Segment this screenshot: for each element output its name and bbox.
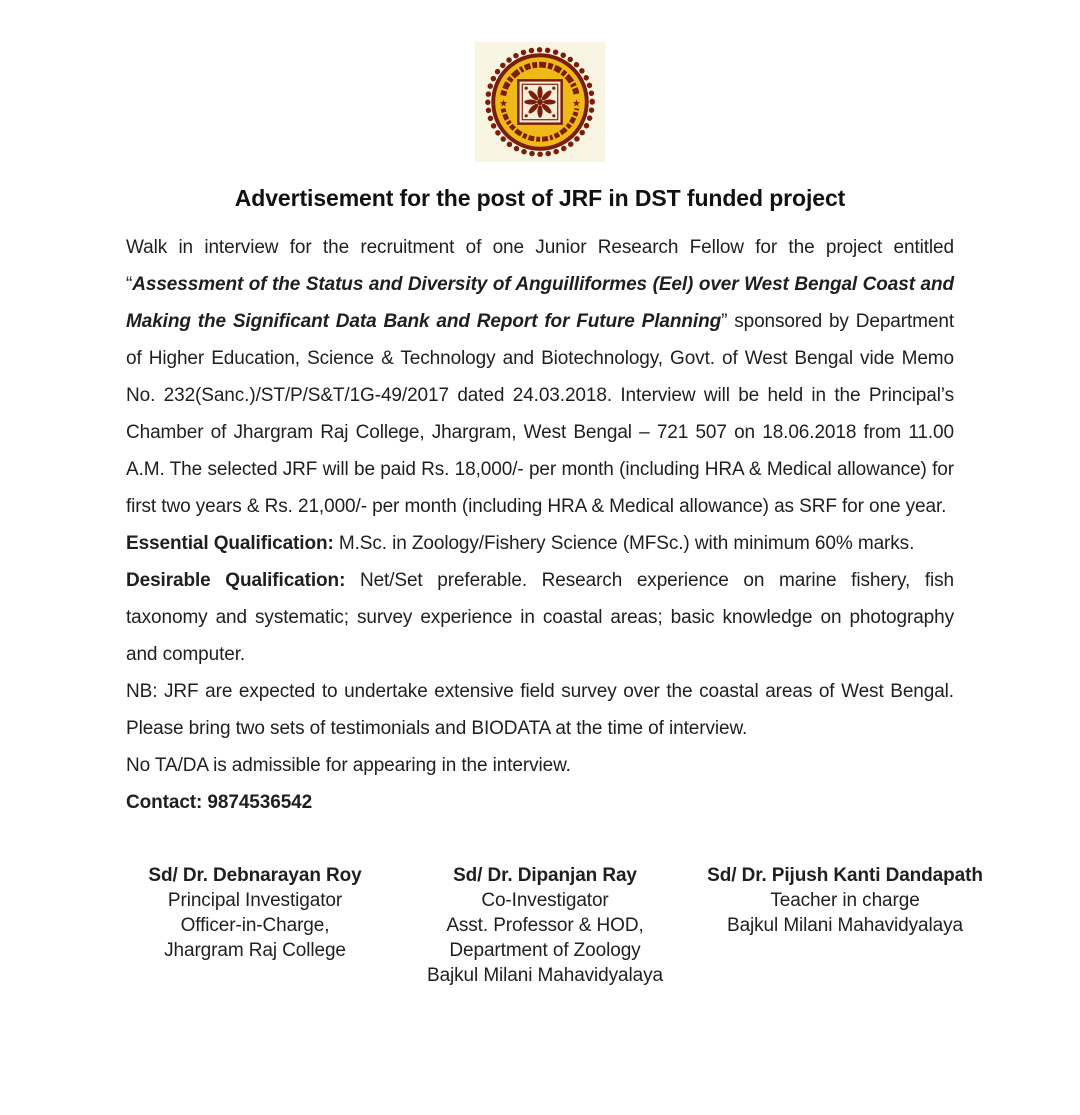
essential-qualification-label: Essential Qualification: [126,533,334,554]
contact-line: Contact: 9874536542 [126,792,313,813]
intro-paragraph [126,229,954,525]
signatory-role: Asst. Professor & HOD, [446,915,644,936]
desirable-qualification-text: Net/Set preferable. Research experience on marine fishery, fish taxonomy and systematic; survey experience in coastal areas; basic knowledge on photography and computer. [126,570,954,665]
intro-lead-text: Walk in interview for the recruitment of one Junior Research Fellow for the project entitled “ [126,237,954,295]
signatory-role: Teacher in charge [770,890,920,911]
advertisement-body [0,212,1080,821]
nb-note: NB: JRF are expected to undertake extensive field survey over the coastal areas of West Bengal. Please bring two sets of testimonials and BIODATA at the time of interview. [126,681,954,739]
essential-qualification-paragraph [126,525,954,562]
star-icon: ★ [499,98,508,110]
signatory-role: Principal Investigator [167,890,343,911]
signatory-name: Sd/ Dr. Debnarayan Roy [148,865,362,886]
desirable-qualification-paragraph [126,562,954,673]
signatory-name: Sd/ Dr. Dipanjan Ray [453,865,637,886]
signatory-role: Co-Investigator [481,890,609,911]
signatory-name: Sd/ Dr. Pijush Kanti Dandapath [707,865,983,886]
signature-block-co-investigator [410,863,680,988]
star-icon: ★ [572,98,581,110]
signatory-role: Officer-in-Charge, [180,915,330,936]
signature-block-teacher-in-charge [680,863,1010,988]
project-title-text: Assessment of the Status and Diversity of Anguilliformes (Eel) over West Bengal Coast and Making the Significant Data Bank and Report for Future Planning [126,274,954,332]
desirable-qualification-label: Desirable Qualification: [126,570,346,591]
signatory-institution: Bajkul Milani Mahavidyalaya [727,915,963,936]
tada-note: No TA/DA is admissible for appearing in the interview. [126,755,571,776]
intro-rest-text: ” sponsored by Department of Higher Education, Science & Technology and Biotechnology, Govt. of West Bengal vide Memo No. 232(Sanc.)/ST/P/S&T/1G-49/2017 dated 24.03.2018. Interview will be held in the Principal’s Chamber of Jhargram Raj College, Jhargram, West Bengal – 721 507 on 18.06.2018 from 11.00 A.M. The selected JRF will be paid Rs. 18,000/- per month (including HRA & Medical allowance) for first two years & Rs. 21,000/- per month (including HRA & Medical allowance) as SRF for one year. [126,311,954,517]
signature-block-principal-investigator [100,863,410,988]
college-seal-logo [475,41,605,163]
logo-container [0,0,1080,163]
page-title: Advertisement for the post of JRF in DST funded project [234,185,846,211]
essential-qualification-text: M.Sc. in Zoology/Fishery Science (MFSc.) with minimum 60% marks. [333,533,915,554]
signatory-institution: Bajkul Milani Mahavidyalaya [427,965,663,986]
signatory-department: Department of Zoology [449,940,641,961]
signatory-institution: Jhargram Raj College [164,940,346,961]
signature-row [0,863,1080,988]
